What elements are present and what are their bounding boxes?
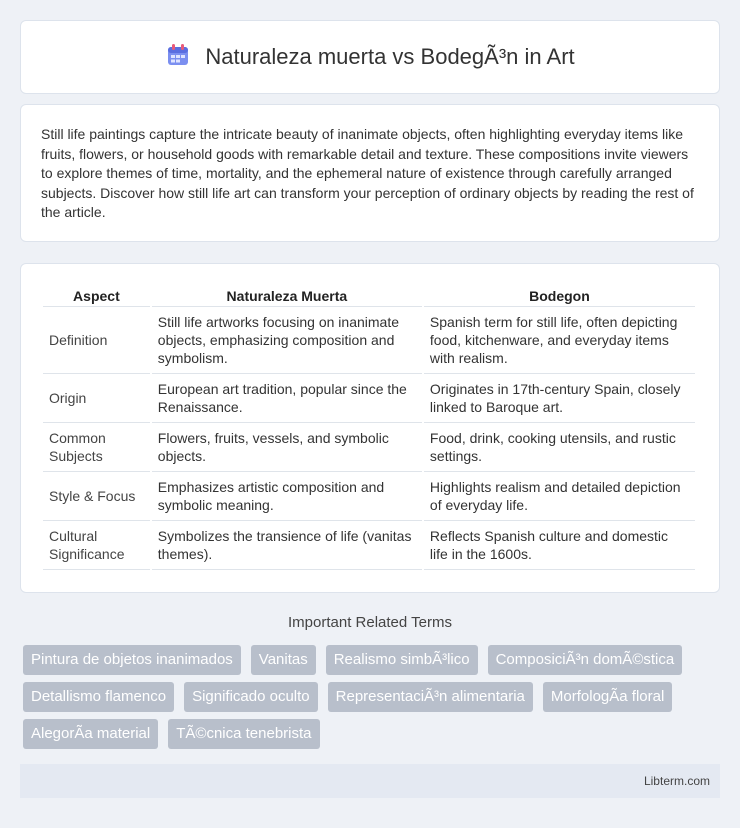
related-terms-heading: Important Related Terms — [288, 614, 452, 631]
related-term-tag[interactable]: TÃ©cnica tenebrista — [168, 719, 319, 749]
table-row — [43, 374, 695, 423]
footer — [20, 764, 720, 798]
related-term-tag[interactable]: Detallismo flamenco — [23, 682, 174, 712]
table-row — [43, 472, 695, 521]
related-term-tag[interactable]: MorfologÃa floral — [543, 682, 672, 712]
comparison-table-card — [20, 263, 720, 593]
row-bodegon: Highlights realism and detailed depiction of everyday life. — [424, 472, 695, 521]
row-bodegon: Originates in 17th-century Spain, closely linked to Baroque art. — [424, 374, 695, 423]
row-bodegon: Spanish term for still life, often depicting food, kitchenware, and everyday items with realism. — [424, 307, 695, 374]
row-aspect: Origin — [43, 374, 150, 423]
row-aspect: Common Subjects — [43, 423, 150, 472]
related-term-tag[interactable]: Pintura de objetos inanimados — [23, 645, 241, 675]
table-header-row — [43, 282, 695, 307]
calendar-icon — [165, 42, 191, 73]
table-row — [43, 423, 695, 472]
related-term-tag[interactable]: RepresentaciÃ³n alimentaria — [328, 682, 533, 712]
row-aspect: Style & Focus — [43, 472, 150, 521]
column-header-bodegon: Bodegon — [424, 282, 695, 307]
comparison-table — [41, 282, 697, 570]
page-title: Naturaleza muerta vs BodegÃ³n in Art — [205, 44, 575, 69]
column-header-aspect: Aspect — [43, 282, 150, 307]
row-naturaleza: European art tradition, popular since the Renaissance. — [152, 374, 422, 423]
related-term-tag[interactable]: ComposiciÃ³n domÃ©stica — [488, 645, 683, 675]
row-bodegon: Food, drink, cooking utensils, and rustic settings. — [424, 423, 695, 472]
related-terms-list — [20, 645, 730, 756]
row-naturaleza: Emphasizes artistic composition and symbolic meaning. — [152, 472, 422, 521]
row-bodegon: Reflects Spanish culture and domestic life in the 1600s. — [424, 521, 695, 570]
table-row — [43, 307, 695, 374]
related-term-tag[interactable]: Vanitas — [251, 645, 316, 675]
footer-brand-link[interactable]: Libterm.com — [643, 774, 710, 788]
related-term-tag[interactable]: Significado oculto — [184, 682, 318, 712]
row-aspect: Definition — [43, 307, 150, 374]
intro-card — [20, 104, 720, 242]
row-naturaleza: Symbolizes the transience of life (vanitas themes). — [152, 521, 422, 570]
row-naturaleza: Flowers, fruits, vessels, and symbolic objects. — [152, 423, 422, 472]
related-term-tag[interactable]: Realismo simbÃ³lico — [326, 645, 478, 675]
row-aspect: Cultural Significance — [43, 521, 150, 570]
row-naturaleza: Still life artworks focusing on inanimate objects, emphasizing composition and symbolism. — [152, 307, 422, 374]
column-header-naturaleza: Naturaleza Muerta — [152, 282, 422, 307]
related-term-tag[interactable]: AlegorÃa material — [23, 719, 158, 749]
intro-text: Still life paintings capture the intricate beauty of inanimate objects, often highlighting everyday items like fruits, flowers, or household goods with remarkable detail and texture. These compositions invite viewers to explore themes of time, mortality, and the ephemeral nature of existence through carefully arranged subjects. Discover how still life art can transform your perception of ordinary objects by reading the rest of the article. — [41, 126, 694, 220]
table-row — [43, 521, 695, 570]
header-card — [20, 20, 720, 94]
